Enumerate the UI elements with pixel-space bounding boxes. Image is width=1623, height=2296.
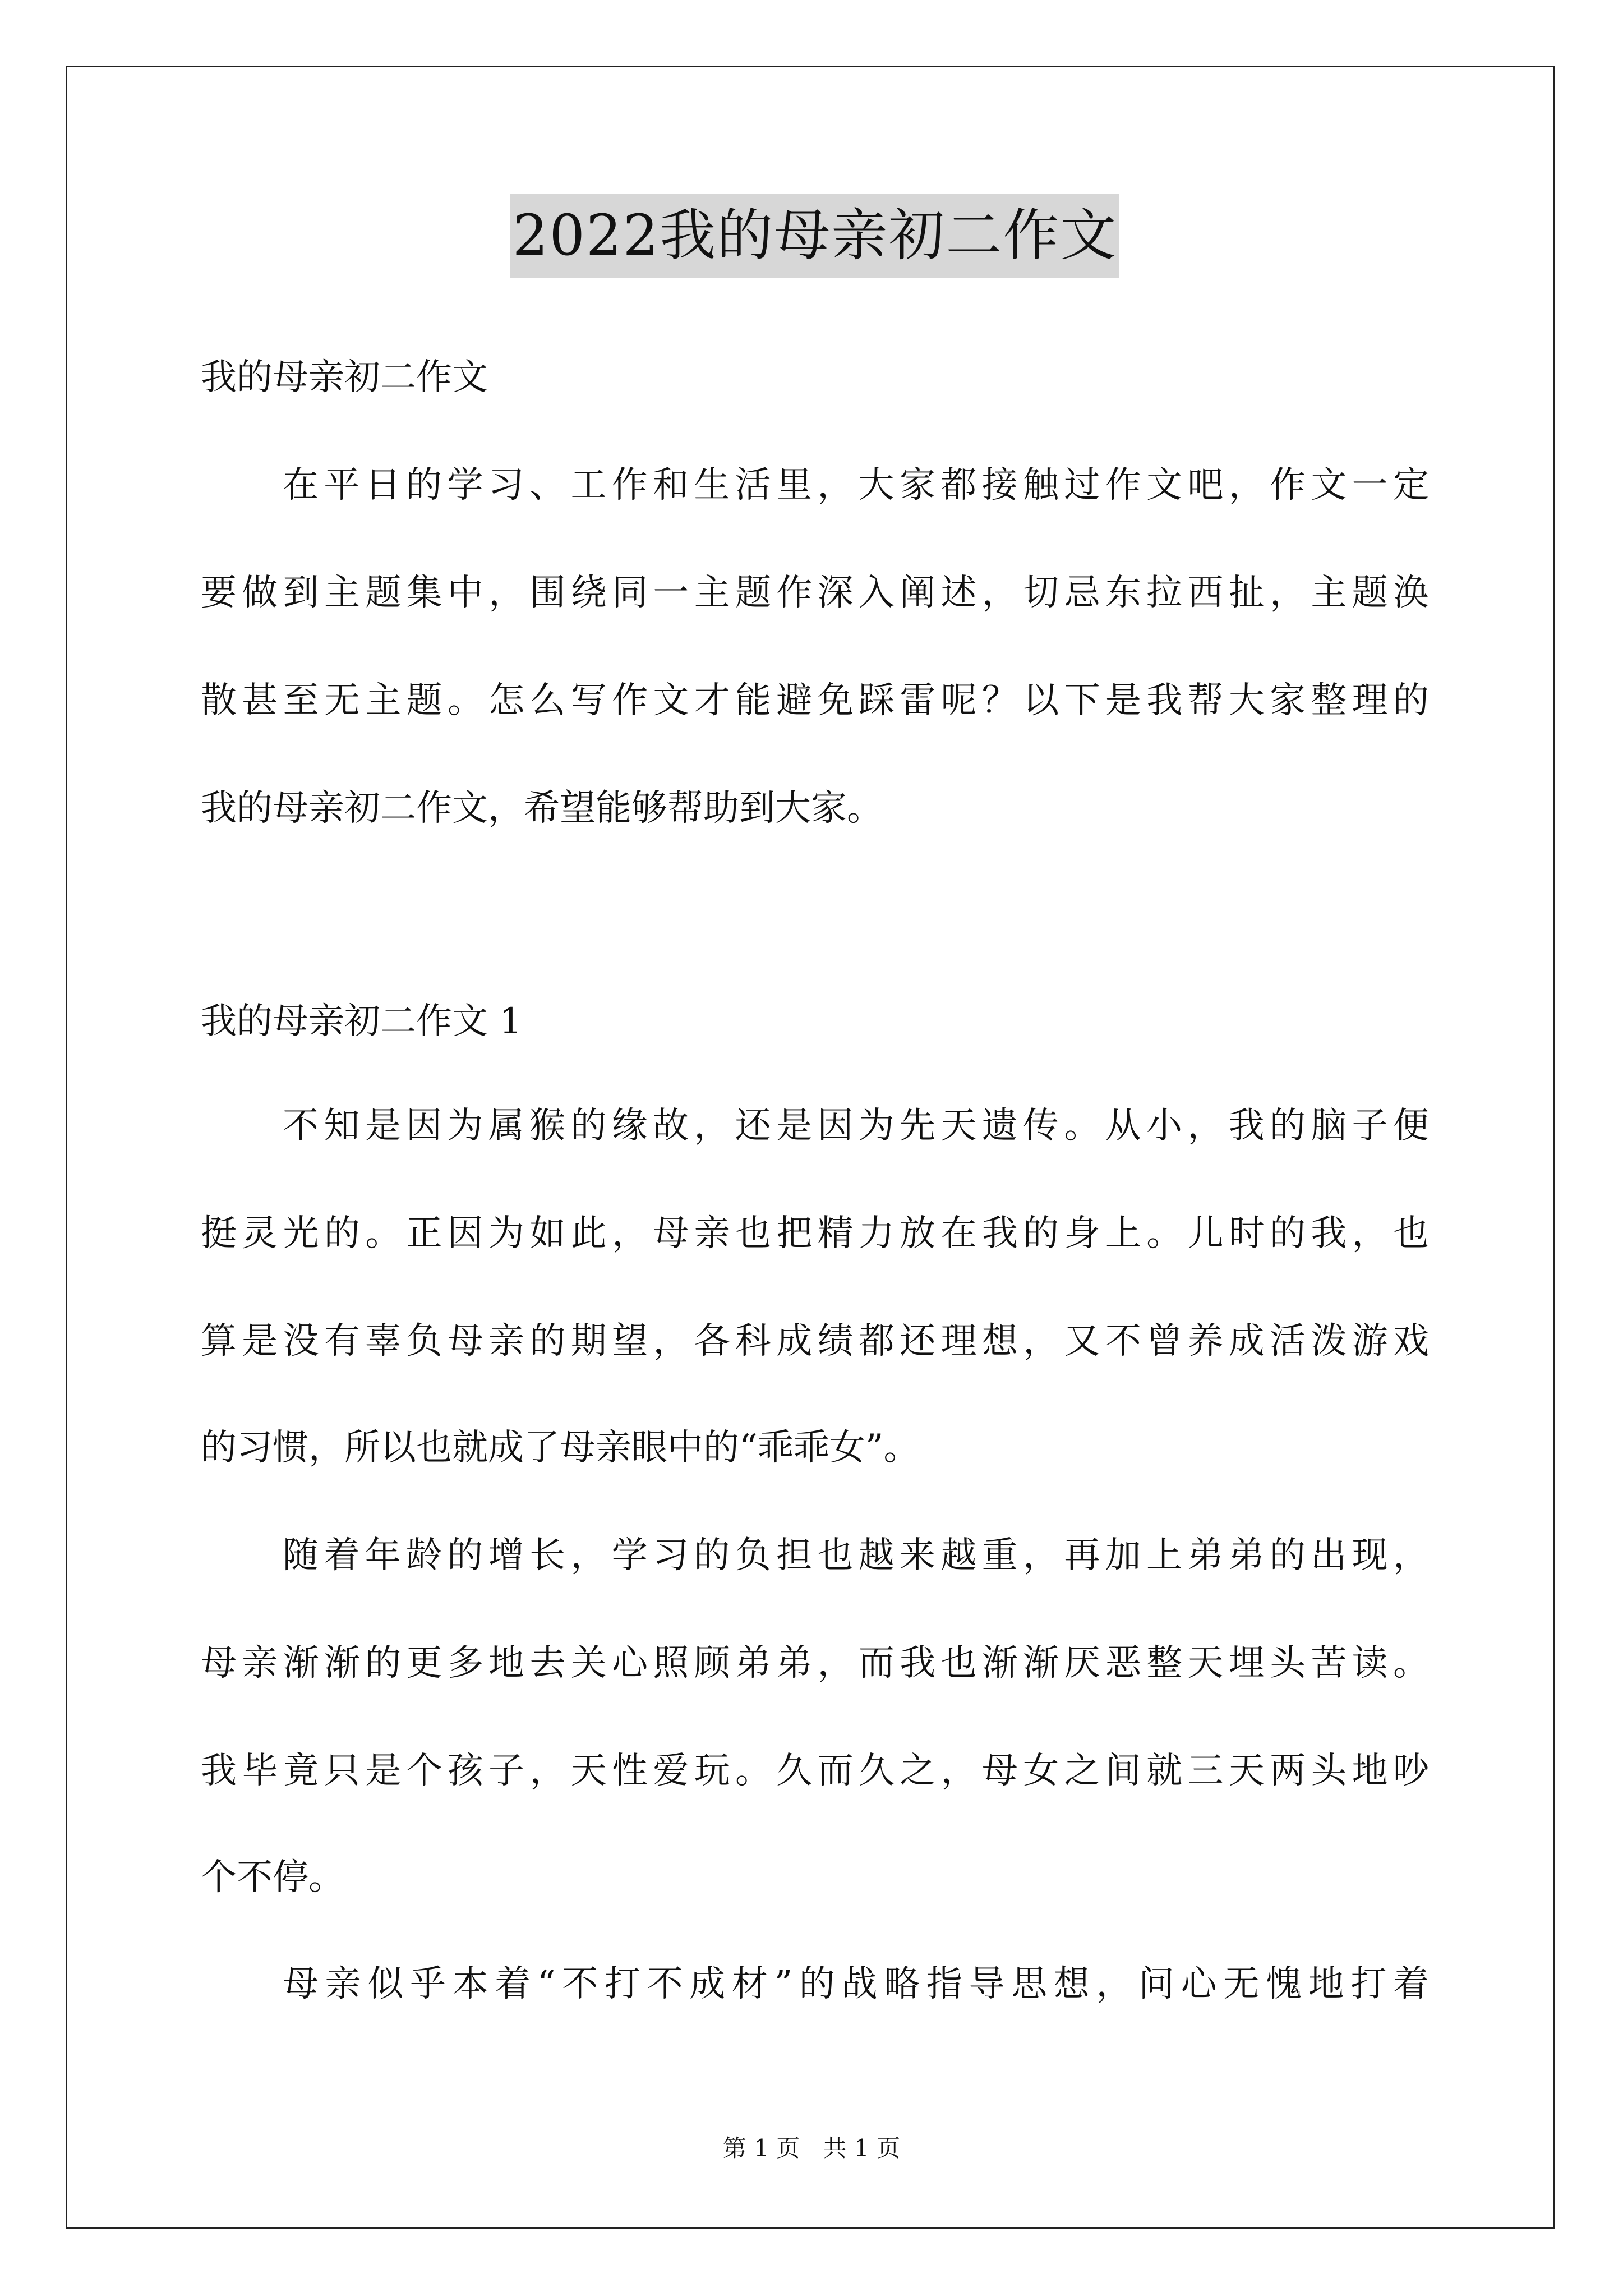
page-footer	[0, 2134, 1623, 2162]
document-body	[201, 194, 1429, 280]
paragraph-line: 母亲似乎本着“不打不成材”的战略指导思想，问心无愧地打着	[283, 1963, 1429, 2005]
intro-line: 要做到主题集中，围绕同一主题作深入阐述，切忌东拉西扯，主题涣	[201, 572, 1429, 614]
intro-line: 散甚至无主题。怎么写作文才能避免踩雷呢？以下是我帮大家整理的	[201, 680, 1429, 721]
intro-line: 在平日的学习、工作和生活里，大家都接触过作文吧，作文一定	[283, 464, 1429, 506]
paragraph-line: 随着年龄的增长，学习的负担也越来越重，再加上弟弟的出现，	[283, 1535, 1429, 1576]
intro-heading: 我的母亲初二作文	[201, 357, 488, 398]
section-heading: 我的母亲初二作文 1	[201, 1001, 523, 1042]
document-title: 2022我的母亲初二作文	[510, 194, 1120, 278]
paragraph-line: 母亲渐渐的更多地去关心照顾弟弟，而我也渐渐厌恶整天埋头苦读。	[201, 1642, 1429, 1684]
page-total: 共 1 页	[823, 2134, 901, 2162]
paragraph-line: 不知是因为属猴的缘故，还是因为先天遗传。从小，我的脑子便	[283, 1105, 1429, 1147]
paragraph-line: 算是没有辜负母亲的期望，各科成绩都还理想，又不曾养成活泼游戏	[201, 1320, 1429, 1362]
paragraph-line: 个不停。	[201, 1857, 344, 1898]
intro-line: 我的母亲初二作文，希望能够帮助到大家。	[201, 788, 883, 829]
title-wrap	[201, 194, 1429, 280]
paragraph-line: 的习惯，所以也就成了母亲眼中的“乖乖女”。	[201, 1427, 920, 1469]
paragraph-line: 挺灵光的。正因为如此，母亲也把精力放在我的身上。儿时的我，也	[201, 1213, 1429, 1254]
paragraph-line: 我毕竟只是个孩子，天性爱玩。久而久之，母女之间就三天两头地吵	[201, 1750, 1429, 1792]
page-number: 第 1 页	[722, 2134, 800, 2162]
